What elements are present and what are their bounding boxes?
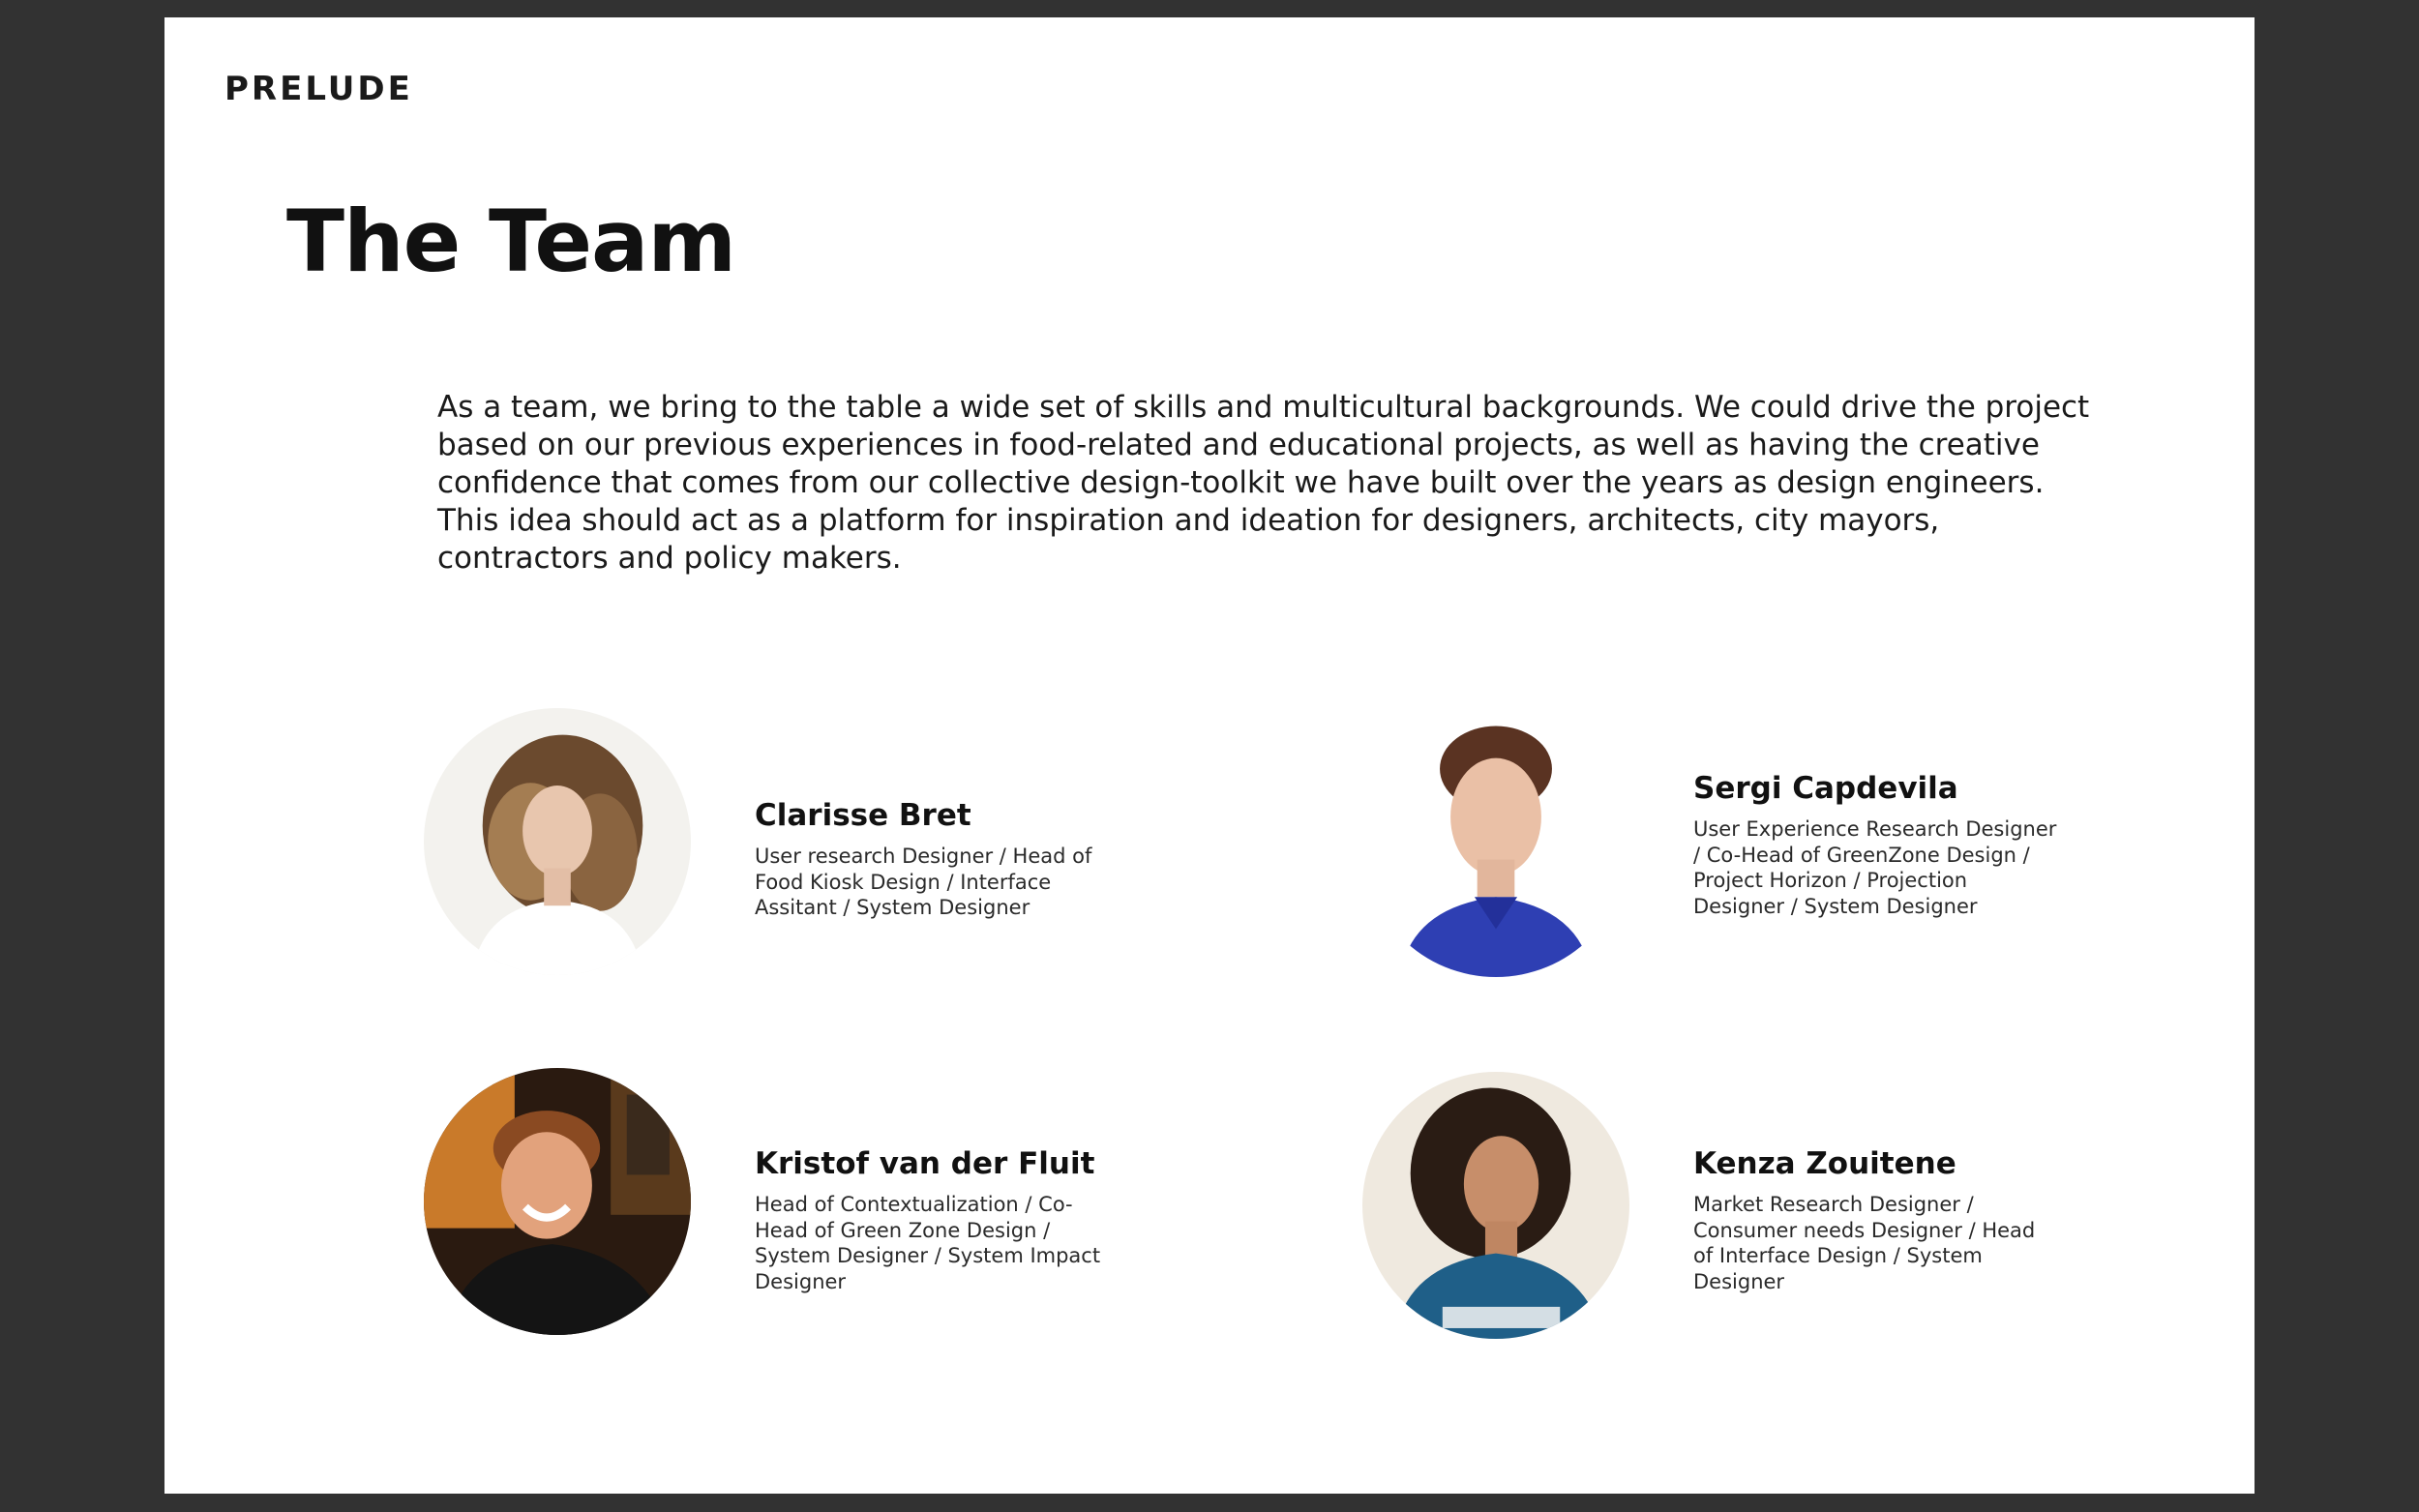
member-photo [424, 1068, 691, 1335]
member-name: Clarisse Bret [755, 798, 971, 833]
member-role: User Experience Research Designer / Co-Head of GreenZone Design / Project Horizon / Projection Designer / System Designer [1693, 817, 2057, 918]
member-photo [1362, 710, 1629, 977]
member-info [1693, 1145, 2061, 1294]
document-page [164, 17, 2255, 1494]
member-role: User research Designer / Head of Food Kiosk Design / Interface Assitant / System Designer [755, 845, 1092, 919]
member-name: Kenza Zouitene [1693, 1146, 1956, 1181]
team-member-card [1362, 710, 2233, 991]
member-role: Head of Contextualization / Co-Head of Green Zone Design / System Designer / System Impact Designer [755, 1193, 1101, 1293]
team-member-card [424, 708, 1295, 989]
member-photo [1362, 1072, 1629, 1339]
member-name: Sergi Capdevila [1693, 771, 1958, 806]
team-member-card [1362, 1072, 2233, 1352]
brand-logo: PRELUDE [224, 70, 413, 108]
member-info [755, 797, 1122, 921]
page-title: The Team [286, 192, 736, 291]
member-info [755, 1145, 1122, 1294]
member-name: Kristof van der Fluit [755, 1146, 1095, 1181]
intro-paragraph: As a team, we bring to the table a wide set of skills and multicultural backgrounds. We could drive the project based on our previous experiences in food-related and educational projects, as well as having the creative confidence that comes from our collective design-toolkit we have built over the years as design engineers. This idea should act as a platform for inspiration and ideation for designers, architects, city mayors, contractors and policy makers. [437, 390, 2090, 576]
member-photo [424, 708, 691, 975]
portrait-kristof-image [424, 1068, 691, 1335]
member-role: Market Research Designer / Consumer needs Designer / Head of Interface Design / System Designer [1693, 1193, 2036, 1293]
portrait-sergi-image [1362, 710, 1629, 977]
team-member-card [424, 1068, 1295, 1349]
member-info [1693, 770, 2061, 919]
portrait-clarisse-image [424, 708, 691, 975]
portrait-kenza-image [1362, 1072, 1629, 1339]
